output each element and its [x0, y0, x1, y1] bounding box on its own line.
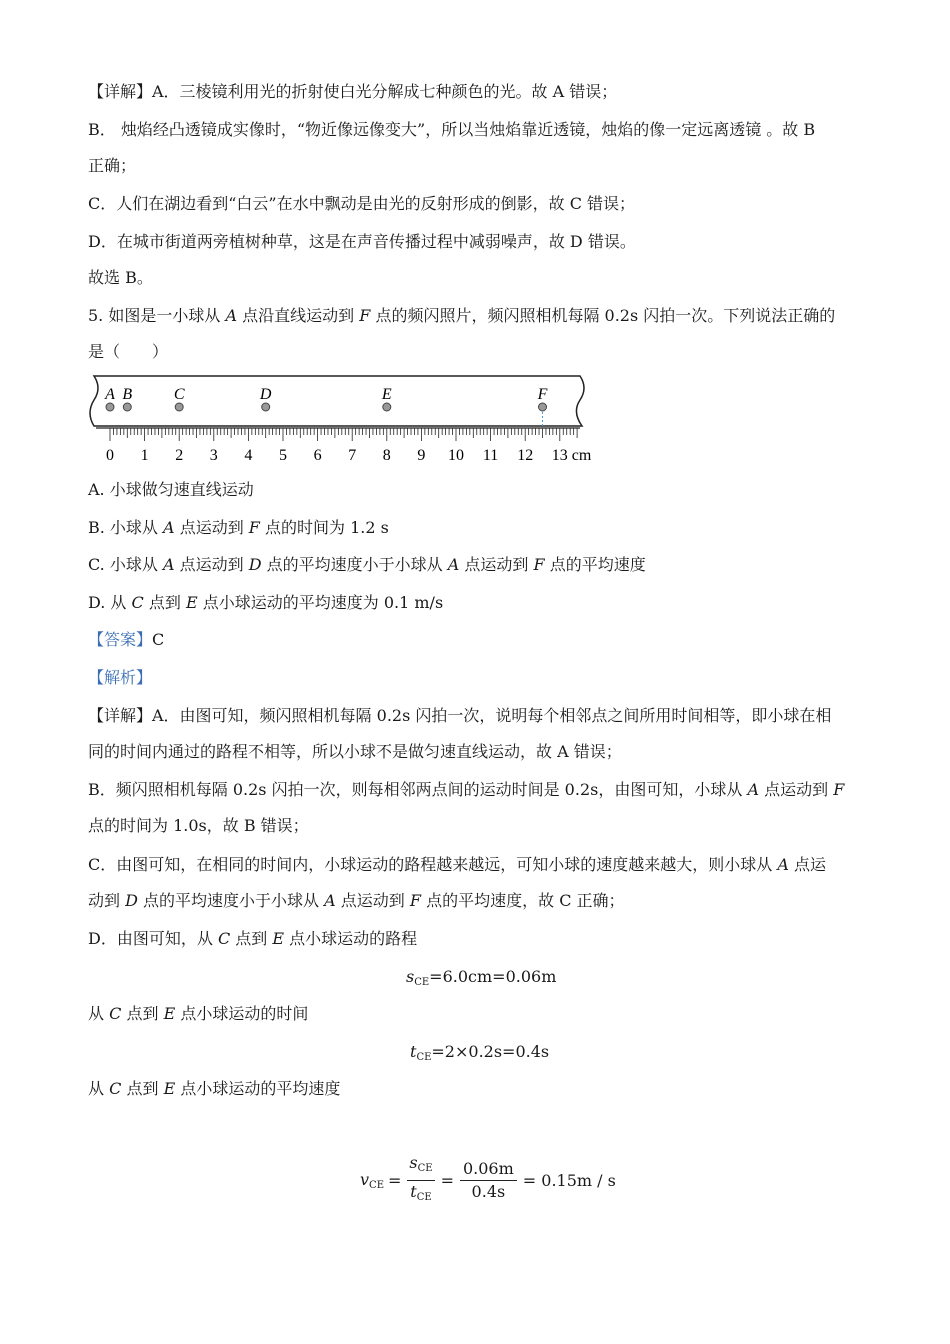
ball-label: C	[173, 386, 185, 403]
text: C. 小球从	[88, 555, 158, 574]
eq-symbol: t	[410, 1181, 417, 1201]
equation-time	[410, 1042, 549, 1068]
point-c: C	[109, 1004, 122, 1023]
tick-label: 10	[448, 447, 464, 464]
eq-rest: =2×0.2s=0.4s	[431, 1042, 550, 1061]
eq-symbol: s	[409, 1152, 418, 1172]
text: 点运动到	[179, 555, 244, 574]
point-a: A	[162, 555, 175, 574]
text: 点运	[794, 855, 827, 874]
option-a: A. 小球做匀速直线运动	[88, 480, 254, 499]
point-d: D	[248, 555, 262, 574]
tick-label: 0	[106, 447, 114, 464]
text: B. 小球从	[88, 518, 158, 537]
detail-line: D．在城市街道两旁植树种草，这是在声音传播过程中减弱噪声，故 D 错误。	[88, 232, 636, 251]
choose-line: 故选 B。	[88, 268, 153, 287]
text: 点运动到	[764, 780, 829, 799]
tick-label: 3	[209, 447, 218, 464]
point-f: F	[248, 518, 260, 537]
eq-symbol: s	[406, 967, 415, 986]
fraction-numerator: 0.06m	[460, 1158, 517, 1181]
eq-subscript: CE	[416, 1191, 432, 1203]
explain-line	[88, 1004, 308, 1024]
ruler-ticks	[110, 428, 577, 441]
ball-label: D	[259, 386, 272, 403]
tick-label: 6	[313, 447, 322, 464]
text: 点小球运动的路程	[289, 929, 418, 948]
text: 点的平均速度，故 C 正确；	[426, 891, 625, 910]
explain-line	[88, 780, 844, 800]
explain-line: 【详解】A．由图可知，频闪照相机每隔 0.2s 闪拍一次，说明每个相邻点之间所用时间相等，即小球在相	[88, 706, 832, 725]
tick-label: 12	[517, 447, 534, 464]
point-c: C	[131, 593, 144, 612]
text: 动到	[88, 891, 121, 910]
detail-line: B． 烛焰经凸透镜成实像时，“物近像远像变大”，所以当烛焰靠近透镜，烛焰的像一定远离透镜 。故 B	[88, 120, 816, 139]
ball-label: F	[537, 386, 548, 403]
ball-mark	[123, 403, 131, 411]
explain-line	[88, 929, 417, 949]
eq-equals: =	[440, 1170, 454, 1190]
ball-label: B	[122, 386, 133, 403]
tick-label: 13	[551, 447, 568, 464]
text: 点运动到	[179, 518, 244, 537]
point-a: A	[225, 306, 238, 325]
tick-label: 7	[348, 447, 357, 464]
equation-velocity	[360, 1154, 616, 1206]
text: 从	[88, 1004, 105, 1023]
strip-outline	[90, 376, 584, 426]
point-f: F	[409, 891, 422, 910]
tick-label: 8	[382, 447, 391, 464]
question-number: 5.	[88, 306, 104, 325]
question-stem	[88, 306, 835, 326]
answer-value: C	[152, 630, 165, 649]
tick-label: 1	[140, 447, 149, 464]
ruler-figure	[88, 372, 598, 472]
text: 如图是一小球从	[108, 306, 221, 325]
text: 从	[88, 1079, 105, 1098]
ball-marks	[104, 386, 548, 428]
text: D．由图可知，从	[88, 929, 213, 948]
ball-mark	[175, 403, 183, 411]
unit-label: cm	[571, 447, 592, 464]
text: 点的平均速度	[549, 555, 646, 574]
eq-result: = 0.15m / s	[522, 1170, 616, 1190]
text: 点的平均速度小于小球从	[143, 891, 320, 910]
point-e: E	[163, 1079, 176, 1098]
eq-subscript: CE	[416, 1052, 432, 1063]
text: 点小球运动的时间	[180, 1004, 309, 1023]
text: 点小球运动的平均速度为 0.1 m/s	[202, 593, 444, 612]
option-c	[88, 555, 646, 575]
text: 点到	[126, 1004, 159, 1023]
ball-label: E	[381, 386, 392, 403]
point-a: A	[747, 780, 759, 799]
ball-mark	[383, 403, 391, 411]
explain-line	[88, 1079, 340, 1099]
option-d	[88, 593, 443, 613]
answer-line	[88, 630, 164, 650]
point-e: E	[163, 1004, 176, 1023]
point-d: D	[125, 891, 138, 910]
point-c: C	[109, 1079, 122, 1098]
option-b	[88, 518, 389, 538]
eq-subscript: CE	[369, 1179, 384, 1191]
text: C．由图可知，在相同的时间内，小球运动的路程越来越远，可知小球的速度越来越大，则小球从	[88, 855, 773, 874]
fraction-numerator	[407, 1152, 434, 1181]
ball-label: A	[105, 386, 115, 403]
detail-line: 【详解】A．三棱镜利用光的折射使白光分解成七种颜色的光。故 A 错误；	[88, 82, 618, 101]
point-c: C	[217, 929, 231, 948]
text: 点运动到	[340, 891, 405, 910]
text: 点的平均速度小于小球从	[266, 555, 443, 574]
tick-label: 5	[279, 447, 287, 464]
detail-line: C．人们在湖边看到“白云”在水中飘动是由光的反射形成的倒影，故 C 错误；	[88, 194, 636, 213]
eq-equals: =	[388, 1170, 402, 1190]
point-a: A	[324, 891, 336, 910]
point-e: E	[272, 929, 285, 948]
point-f: F	[359, 306, 371, 325]
fraction-numeric	[460, 1158, 517, 1203]
question-stem-2: 是（ ）	[88, 342, 169, 361]
point-a: A	[777, 855, 789, 874]
ball-mark	[539, 403, 547, 411]
text: 点的时间为 1.2 s	[265, 518, 389, 537]
tick-label: 11	[482, 447, 499, 464]
fraction-denominator	[408, 1181, 433, 1209]
explain-line: 同的时间内通过的路程不相等，所以小球不是做匀速直线运动，故 A 错误；	[88, 742, 622, 761]
answer-tag: 【答案】	[88, 630, 153, 649]
explain-line	[88, 891, 625, 911]
text: 点运动到	[464, 555, 529, 574]
detail-line: 正确；	[88, 156, 137, 175]
tick-label: 4	[244, 447, 253, 464]
eq-symbol: v	[360, 1169, 370, 1189]
point-a: A	[163, 518, 175, 537]
tick-label: 2	[175, 447, 184, 464]
fraction-symbolic	[407, 1152, 434, 1209]
point-f: F	[833, 780, 845, 799]
eq-v	[360, 1170, 384, 1191]
point-a: A	[447, 555, 460, 574]
equation-distance	[406, 967, 556, 993]
ruler-tick-labels	[106, 447, 592, 464]
fraction-denominator: 0.4s	[471, 1181, 506, 1201]
text: 点小球运动的平均速度	[180, 1079, 341, 1098]
ball-mark	[106, 403, 114, 411]
text: 点沿直线运动到	[242, 306, 355, 325]
eq-rest: =6.0cm=0.06m	[429, 967, 557, 986]
point-e: E	[185, 593, 198, 612]
text: 点的频闪照片，频闪照相机每隔 0.2s 闪拍一次。下列说法正确的	[375, 306, 836, 325]
ball-mark	[262, 403, 270, 411]
text: 点到	[126, 1079, 159, 1098]
text: B．频闪照相机每隔 0.2s 闪拍一次，则每相邻两点间的运动时间是 0.2s，由图可知，小球从	[88, 780, 743, 799]
eq-subscript: CE	[414, 977, 430, 988]
text: 点到	[235, 929, 268, 948]
text: D. 从	[88, 593, 127, 612]
text: 点到	[148, 593, 181, 612]
tick-label: 9	[417, 447, 426, 464]
eq-symbol: t	[410, 1042, 417, 1061]
analysis-tag: 【解析】	[88, 668, 153, 687]
explain-line	[88, 855, 826, 875]
eq-subscript: CE	[417, 1162, 433, 1174]
point-f: F	[533, 555, 545, 574]
explain-line: 点的时间为 1.0s，故 B 错误；	[88, 816, 309, 835]
